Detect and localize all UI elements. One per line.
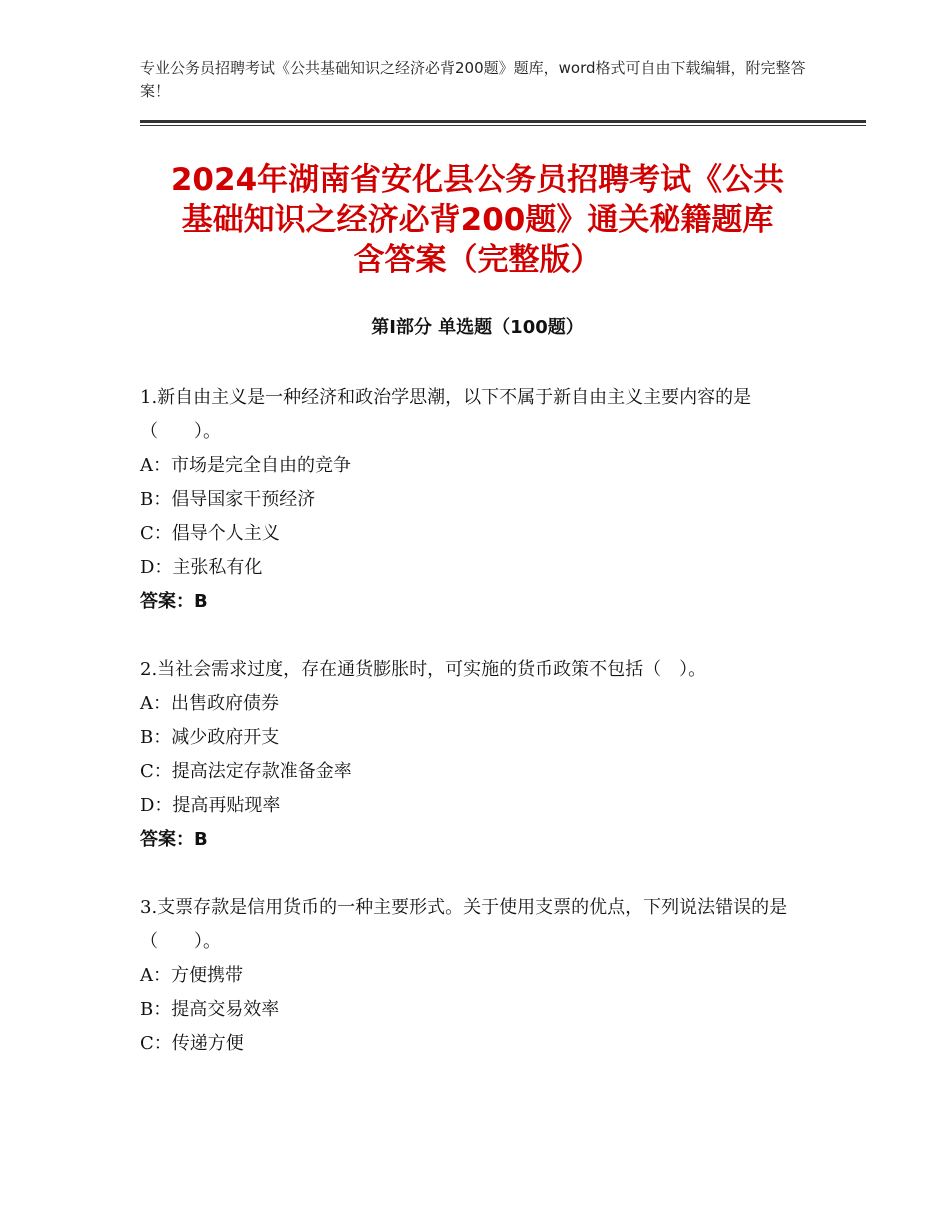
option-c: C：倡导个人主义	[140, 523, 280, 544]
question-3	[140, 891, 800, 1061]
option-a: A：出售政府债券	[140, 693, 279, 714]
option-c: C：提高法定存款准备金率	[140, 761, 352, 782]
option-d: D：提高再贴现率	[140, 795, 281, 816]
question-2	[140, 653, 800, 857]
document-title-line-1: 2024年湖南省安化县公务员招聘考试《公共	[170, 162, 785, 198]
option-b: B：减少政府开支	[140, 727, 280, 748]
question-list	[140, 381, 800, 1095]
option-b: B：倡导国家干预经济	[140, 489, 316, 510]
question-stem: 1.新自由主义是一种经济和政治学思潮，以下不属于新自由主义主要内容的是（ ）。	[140, 387, 752, 442]
option-a: A：方便携带	[140, 965, 243, 986]
answer: 答案：B	[140, 829, 208, 850]
option-c: C：传递方便	[140, 1033, 244, 1054]
document-title-line-3: 含答案（完整版）	[353, 242, 602, 278]
question-stem: 3.支票存款是信用货币的一种主要形式。关于使用支票的优点，下列说法错误的是（ ）。	[140, 897, 788, 952]
document-title	[140, 160, 815, 280]
option-b: B：提高交易效率	[140, 999, 280, 1020]
document-title-line-2: 基础知识之经济必背200题》通关秘籍题库	[181, 202, 774, 238]
answer: 答案：B	[140, 591, 208, 612]
question-1	[140, 381, 800, 619]
question-stem: 2.当社会需求过度，存在通货膨胀时，可实施的货币政策不包括（ ）。	[140, 659, 707, 680]
header-divider	[140, 120, 866, 126]
option-d: D：主张私有化	[140, 557, 263, 578]
section-title: 第Ⅰ部分 单选题（100题）	[371, 317, 584, 338]
header-note: 专业公务员招聘考试《公共基础知识之经济必背200题》题库，word格式可自由下载编辑，附完整答案！	[140, 59, 806, 100]
option-a: A：市场是完全自由的竞争	[140, 455, 351, 476]
